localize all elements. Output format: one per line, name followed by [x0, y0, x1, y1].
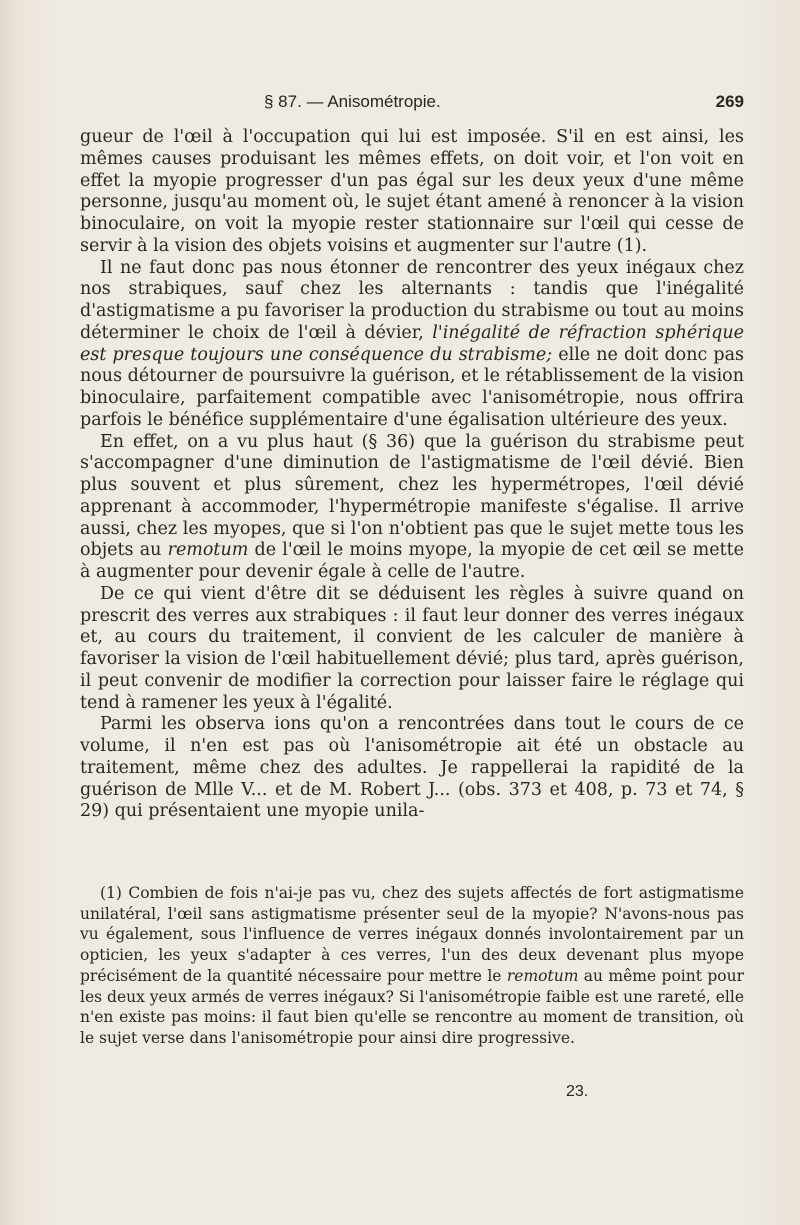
italic-text: l'inégalité de réfraction sphérique est presque toujours une conséquence du strabisme; — [80, 322, 745, 365]
paragraph — [80, 714, 744, 823]
footnotes — [80, 883, 744, 1049]
paragraph — [80, 584, 744, 715]
paragraph — [80, 127, 744, 258]
text-run: Parmi les observa ions qu'on a rencontrées dans tout le cours de ce volume, il n'en est pas où l'anisométropie ait été un obstacle au traitement, même chez des adultes. Je rappellerai la rapidité de la guérison de Mlle V... et de M. Robert J... (obs. 373 et 408, p. 73 et 74, § 29) qui présentaient une myopie unila- — [80, 714, 744, 822]
paragraph — [80, 258, 744, 432]
main-text — [80, 127, 744, 823]
text-run: Il ne faut donc pas nous étonner de rencontrer des yeux inégaux chez nos strabiques, sauf chez les alternants : tandis que l'inégalité d'astigmatisme a pu favoriser la production du strabisme ou tout au moins déterminer le choix de l'œil à dévier, — [80, 257, 744, 343]
page-number: 269 — [715, 92, 744, 111]
text-run: (1) Combien de fois n'ai-je pas vu, chez des sujets affectés de fort astigmatisme unilatéral, l'œil sans astigmatisme présenter seul de la myopie? N'avons-nous pas vu également, sous l'influence de verres inégaux donnés involontairement par un opticien, les yeux s'adapter à ces verres, l'un des deux devenant plus myope précisément de la quantité nécessaire pour mettre le — [80, 884, 744, 985]
text-run: En effet, on a vu plus haut (§ 36) que la guérison du strabisme peut s'accompagner d'une diminution de l'astigmatisme de l'œil dévié. Bien plus souvent et plus sûrement, chez les hypermétropes, l'œil dévié apprenant à accommoder, l'hypermétropie manifeste s'égalise. Il arrive aussi, chez les myopes, que si l'on n'obtient pas que le sujet mette tous les objets au — [80, 431, 744, 561]
footnote — [80, 883, 744, 1049]
section-title: § 87. — Anisométropie. — [264, 92, 441, 111]
text-run: elle ne doit donc pas nous détourner de poursuivre la guérison, et le rétablissement de la vision binoculaire, parfaitement compatible avec l'anisométropie, nous offrira parfois le bénéfice supplémentaire d'une égalisation ultérieure des yeux. — [80, 344, 744, 430]
italic-text: remotum — [167, 540, 249, 561]
paragraph — [80, 432, 744, 584]
text-run: gueur de l'œil à l'occupation qui lui est imposée. S'il en est ainsi, les mêmes causes produisant les mêmes effets, on doit voir, et l'on voit en effet la myopie progresser d'un pas égal sur les deux yeux d'une même personne, jusqu'au moment où, le sujet étant amené à renoncer à la vision binoculaire, on voit la myopie rester stationnaire sur l'œil qui cesse de servir à la vision des objets voisins et augmenter sur l'autre (1). — [80, 127, 744, 256]
text-run: De ce qui vient d'être dit se déduisent les règles à suivre quand on prescrit des verres aux strabiques : il faut leur donner des verres inégaux et, au cours du traitement, il convient de les calculer de manière à favoriser la vision de l'œil habituellement dévié; plus tard, après guérison, il peut convenir de modifier la correction pour laisser faire le réglage qui tend à ramener les yeux à l'égalité. — [80, 583, 744, 713]
signature-mark: 23. — [566, 1083, 589, 1100]
text-run: au même point pour les deux yeux armés de verres inégaux? Si l'anisométropie faible est une rareté, elle n'en existe pas moins: il faut bien qu'elle se rencontre au moment de transition, où le sujet verse dans l'anisométropie pour ainsi dire progressive. — [80, 966, 744, 1047]
text-run: de l'œil le moins myope, la myopie de cet œil se mette à augmenter pour devenir égale à celle de l'autre. — [80, 540, 744, 582]
italic-text: remotum — [506, 966, 579, 985]
running-header — [80, 92, 744, 116]
